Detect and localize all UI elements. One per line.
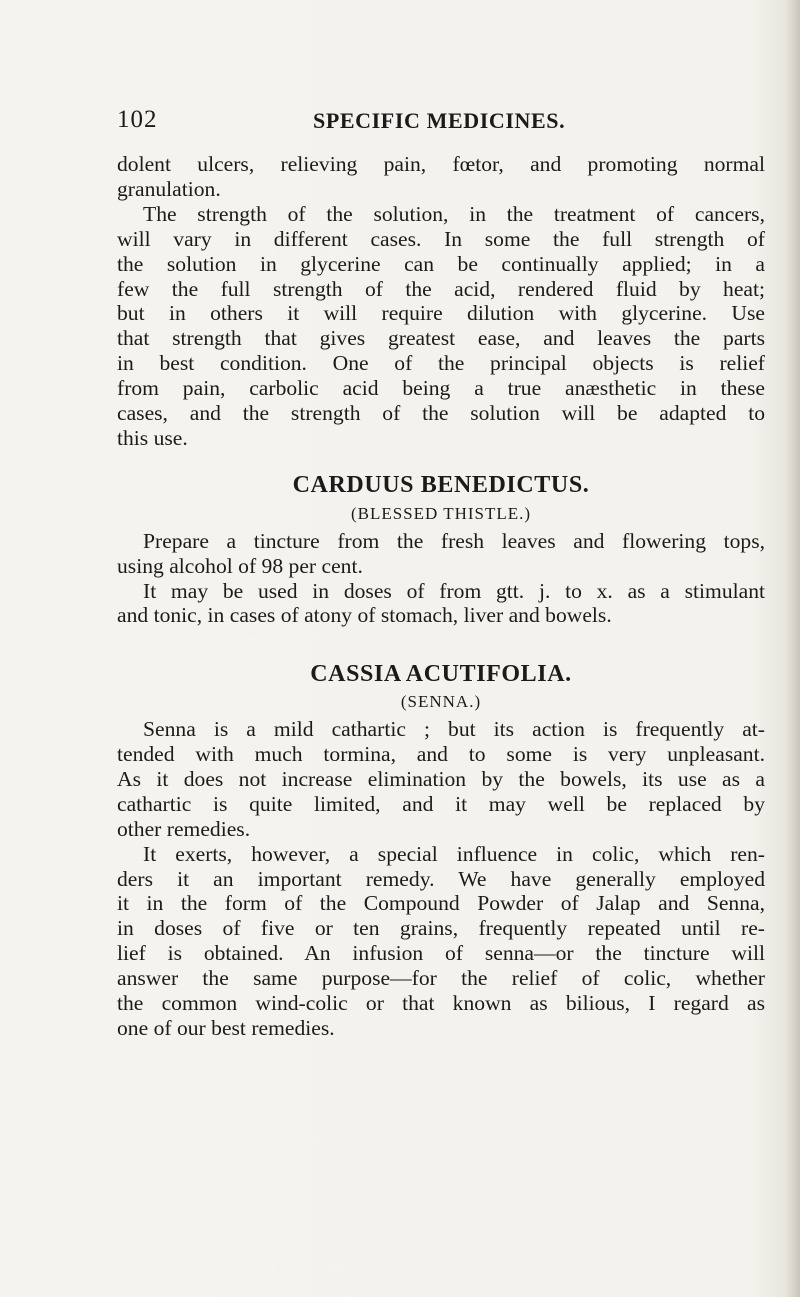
text-line: other remedies.	[117, 816, 251, 841]
page-header	[117, 106, 767, 136]
page-number: 102	[117, 106, 158, 133]
text-line: using alcohol of 98 per cent.	[117, 553, 363, 578]
section-heading-cassia: CASSIA ACUTIFOLIA.	[310, 661, 572, 688]
text-line: the solution in glycerine can be continually applied; in a	[117, 251, 765, 276]
text-line: The strength of the solution, in the treatment of cancers,	[143, 201, 765, 226]
text-line: it in the form of the Compound Powder of Jalap and Senna,	[117, 891, 765, 916]
text-line: dolent ulcers, relieving pain, fœtor, and promoting normal	[117, 152, 765, 176]
text-line: It may be used in doses of from gtt. j. to x. as a stimulant	[143, 578, 765, 603]
paragraph-continuation	[117, 152, 765, 202]
page-body	[117, 152, 765, 1041]
text-line: ders it an important remedy. We have generally employed	[117, 866, 765, 891]
running-head: SPECIFIC MEDICINES.	[313, 108, 566, 133]
section-heading-carduus: CARDUUS BENEDICTUS.	[292, 471, 590, 498]
text-line: in doses of five or ten grains, frequently repeated until re-	[117, 916, 765, 941]
text-line: tended with much tormina, and to some is very unpleasant.	[117, 742, 765, 767]
paragraph-senna-description	[117, 717, 765, 842]
text-line: cases, and the strength of the solution will be adapted to	[117, 401, 765, 426]
text-line: cathartic is quite limited, and it may well be replaced by	[117, 791, 765, 816]
text-line: few the full strength of the acid, rendered fluid by heat;	[117, 276, 765, 301]
paragraph-cancer-treatment	[117, 202, 765, 451]
page-edge-shadow	[786, 0, 800, 1297]
paragraph-carduus-dosage	[117, 579, 765, 629]
text-line: that strength that gives greatest ease, and leaves the parts	[117, 326, 765, 351]
text-line: the common wind-colic or that known as bilious, I regard as	[117, 991, 765, 1016]
paragraph-carduus-preparation	[117, 529, 765, 579]
text-line: lief is obtained. An infusion of senna—or the tincture will	[117, 941, 765, 966]
text-line: from pain, carbolic acid being a true anæsthetic in these	[117, 376, 765, 401]
text-line: It exerts, however, a special influence in colic, which ren-	[143, 841, 765, 866]
text-line: granulation.	[117, 176, 221, 201]
text-line: and tonic, in cases of atony of stomach, liver and bowels.	[117, 603, 612, 628]
text-line: in best condition. One of the principal objects is relief	[117, 351, 765, 376]
text-line: one of our best remedies.	[117, 1016, 335, 1040]
text-line: answer the same purpose—for the relief of colic, whether	[117, 966, 765, 991]
section-subheading-senna: (SENNA.)	[400, 692, 482, 712]
section-subheading-blessed-thistle: (BLESSED THISTLE.)	[350, 503, 532, 523]
text-line: but in others it will require dilution with glycerine. Use	[117, 301, 765, 326]
text-line: this use.	[117, 425, 188, 450]
text-line: Senna is a mild cathartic ; but its action is frequently at-	[143, 717, 765, 742]
text-line: As it does not increase elimination by the bowels, its use as a	[117, 766, 765, 791]
paragraph-senna-colic	[117, 842, 765, 1041]
text-line: will vary in different cases. In some the full strength of	[117, 226, 765, 251]
text-line: Prepare a tincture from the fresh leaves and flowering tops,	[143, 528, 765, 553]
